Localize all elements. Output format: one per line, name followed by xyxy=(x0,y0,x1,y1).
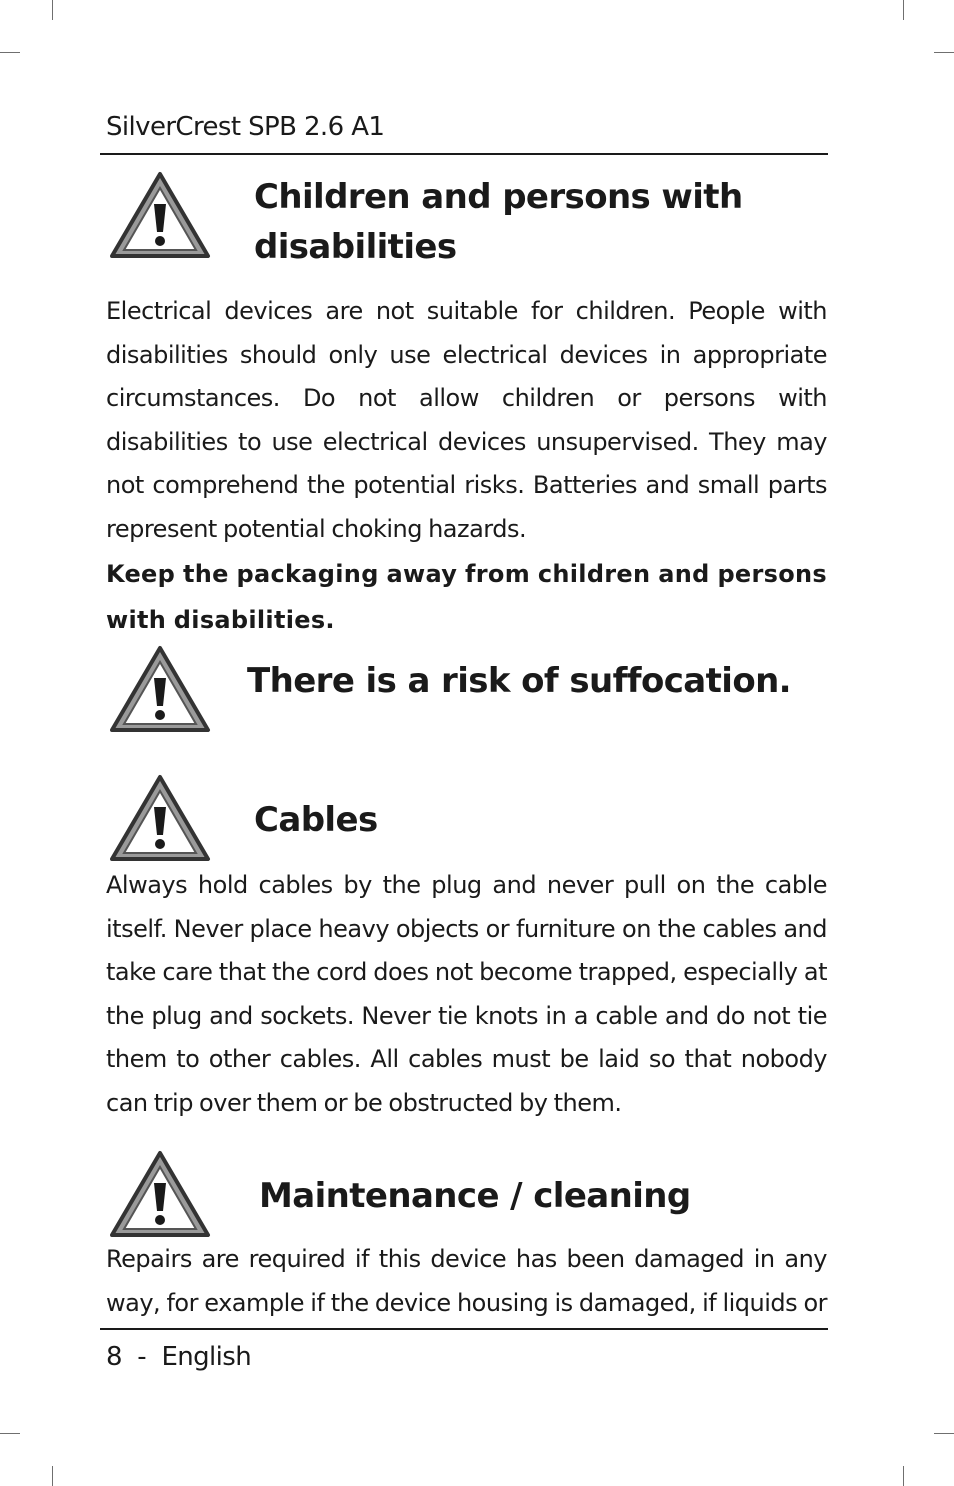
header-rule xyxy=(100,153,828,155)
heading-line: disabilities xyxy=(254,227,457,267)
crop-mark xyxy=(52,0,53,20)
suffocation-heading: There is a risk of suffocation. xyxy=(247,661,791,701)
page-number: 8 xyxy=(106,1342,122,1372)
crop-mark xyxy=(934,52,954,53)
crop-mark xyxy=(903,0,904,20)
crop-mark xyxy=(0,1433,20,1434)
section-heading-cables: Cables xyxy=(254,800,378,840)
heading-line: Children and persons with xyxy=(254,177,743,217)
section-heading-children xyxy=(254,172,743,272)
children-paragraph: Electrical devices are not suitable for children. People with disabilities should only use electrical devices in appropriate circumstances. Do not allow children or persons with disabilities to use electrical devices unsupervised. They may not comprehend the potential risks. Batteries and small parts represent potential choking hazards. xyxy=(106,297,827,543)
footer-separator: - xyxy=(137,1342,147,1372)
warning-triangle-icon xyxy=(108,644,212,734)
section-heading-maintenance: Maintenance / cleaning xyxy=(259,1176,691,1216)
warning-triangle-icon xyxy=(108,773,212,863)
crop-mark xyxy=(0,52,20,53)
footer-language: English xyxy=(161,1342,252,1372)
footer-rule xyxy=(100,1328,828,1330)
warning-triangle-icon xyxy=(108,170,212,260)
warning-triangle-icon xyxy=(108,1149,212,1239)
page-footer xyxy=(106,1340,251,1374)
cables-paragraph: Always hold cables by the plug and never pull on the cable itself. Never place heavy objects or furniture on the cables and take care that the cord does not become trapped, especially at the plug and sockets. Never tie knots in a cable and do not tie them to other cables. All cables must be laid so that nobody can trip over them or be obstructed by them. xyxy=(106,871,827,1117)
packaging-warning: Keep the packaging away from children and persons with disabilities. xyxy=(106,560,827,634)
crop-mark xyxy=(52,1466,53,1486)
crop-mark xyxy=(903,1466,904,1486)
running-header: SilverCrest SPB 2.6 A1 xyxy=(106,112,385,142)
crop-mark xyxy=(934,1433,954,1434)
maintenance-paragraph: Repairs are required if this device has been damaged in any way, for example if the device housing is damaged, if liquids or xyxy=(106,1245,827,1317)
